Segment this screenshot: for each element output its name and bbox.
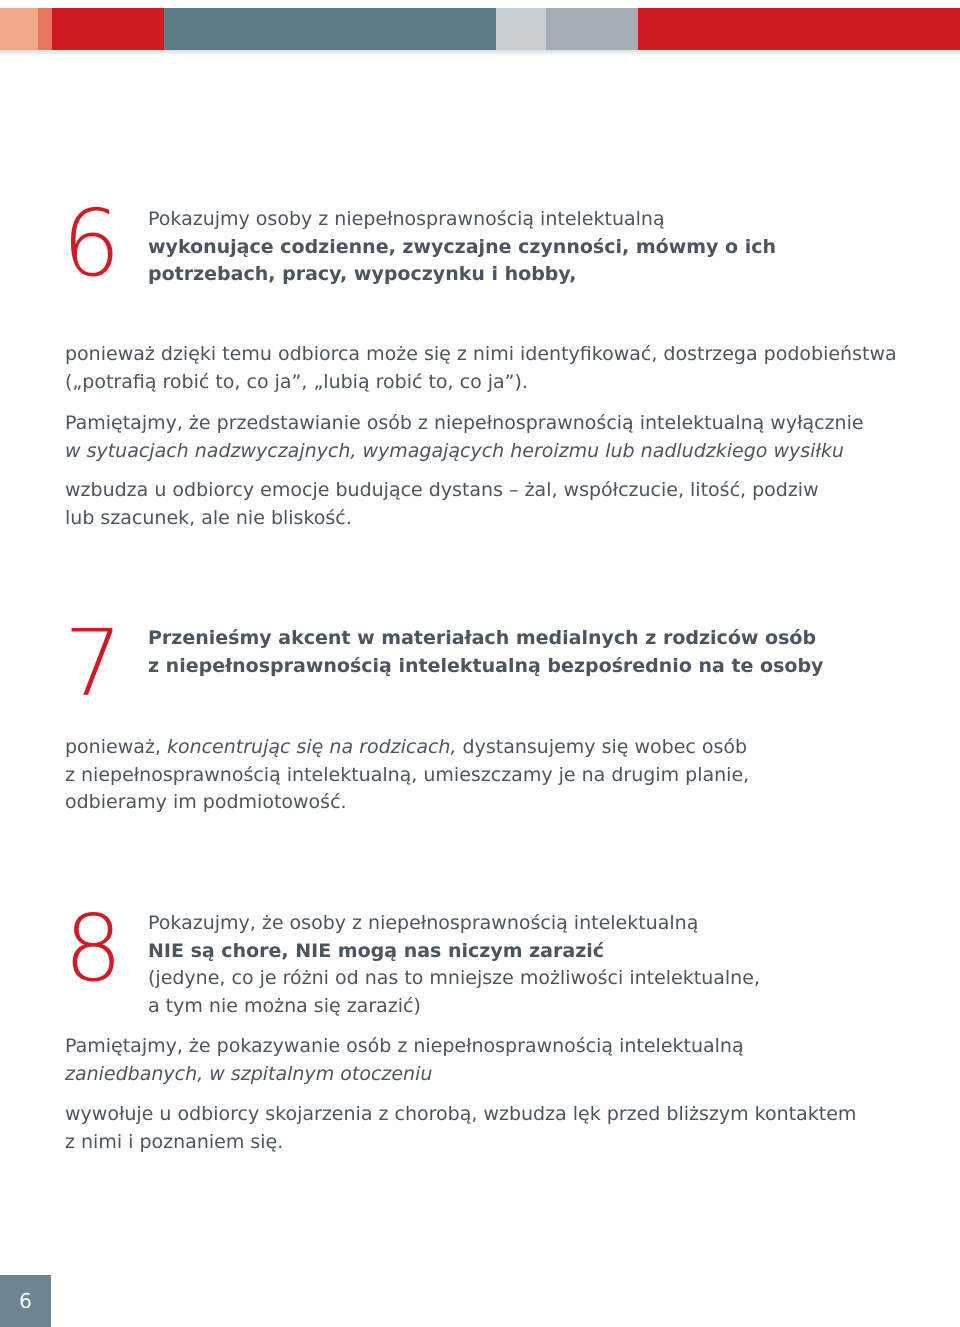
section-6-paragraph-2 [65,410,864,465]
text-run: ponieważ, [65,736,167,758]
paragraph-line-italic: zaniedbanych, w szpitalnym otoczeniu [65,1062,433,1085]
heading-line-bold: z niepełnosprawnością intelektualną bezpośrednio na te osoby [148,654,824,677]
paragraph-line: wzbudza u odbiorcy emocje budujące dystans – żal, współczucie, litość, podziw [65,479,819,501]
section-6-heading [148,206,776,289]
section-7-number: 7 [64,610,121,717]
band-red-right [638,8,960,50]
header-color-band [0,8,960,50]
band-red [52,8,164,50]
section-8-paragraph-1 [65,1033,744,1088]
band-slate [164,8,496,50]
heading-line-bold: potrzebach, pracy, wypoczynku i hobby, [148,263,577,285]
band-salmon [0,8,38,50]
header-shadow [0,50,960,56]
paragraph-line: Pamiętajmy, że przedstawianie osób z niepełnosprawnością intelektualną wyłącznie [65,412,864,434]
section-8-paragraph-2 [65,1101,856,1156]
paragraph-line: odbieramy im podmiotowość. [65,791,347,813]
paragraph-line: z nimi i poznaniem się. [65,1130,284,1153]
section-8-heading [148,910,760,1020]
section-6-paragraph-3 [65,477,819,532]
heading-line-bold: NIE są chore, NIE mogą nas niczym zarazić [148,939,605,962]
section-7-paragraph [65,734,749,817]
heading-line-bold: wykonujące codzienne, zwyczajne czynności, mówmy o ich [148,235,776,258]
heading-line: Pokazujmy osoby z niepełnosprawnością intelektualną [148,208,665,230]
heading-line: Pokazujmy, że osoby z niepełnosprawnością intelektualną [148,912,699,934]
heading-line-bold: Przenieśmy akcent w materiałach medialnych z rodziców osób [148,627,817,649]
paragraph-line: wywołuje u odbiorcy skojarzenia z chorobą, wzbudza lęk przed bliższym kontaktem [65,1103,857,1125]
paragraph-line: („potrafią robić to, co ja”, „lubią robić to, co ja”). [65,370,528,393]
paragraph-line: z niepełnosprawnością intelektualną, umieszczamy je na drugim planie, [65,763,750,786]
section-6-paragraph-1 [65,341,897,396]
page-number: 6 [0,1275,51,1327]
band-mid-gray [546,8,638,50]
section-8-number: 8 [64,895,121,1002]
heading-line: (jedyne, co je różni od nas to mniejsze możliwości intelektualne, [148,967,760,989]
section-6-number: 6 [62,190,119,297]
paragraph-line-italic: w sytuacjach nadzwyczajnych, wymagających heroizmu lub nadludzkiego wysiłku [65,439,844,462]
heading-line: a tym nie można się zarazić) [148,994,421,1017]
band-coral [38,8,52,50]
band-light-gray [496,8,546,50]
text-run: dystansujemy się wobec osób [456,736,748,758]
section-7-heading [148,625,823,680]
paragraph-line: lub szacunek, ale nie bliskość. [65,506,352,529]
text-run-italic: koncentrując się na rodzicach, [166,736,457,758]
paragraph-line: ponieważ dzięki temu odbiorca może się z nimi identyfikować, dostrzega podobieństwa [65,343,897,365]
paragraph-line [65,734,749,762]
paragraph-line: Pamiętajmy, że pokazywanie osób z niepełnosprawnością intelektualną [65,1035,744,1057]
